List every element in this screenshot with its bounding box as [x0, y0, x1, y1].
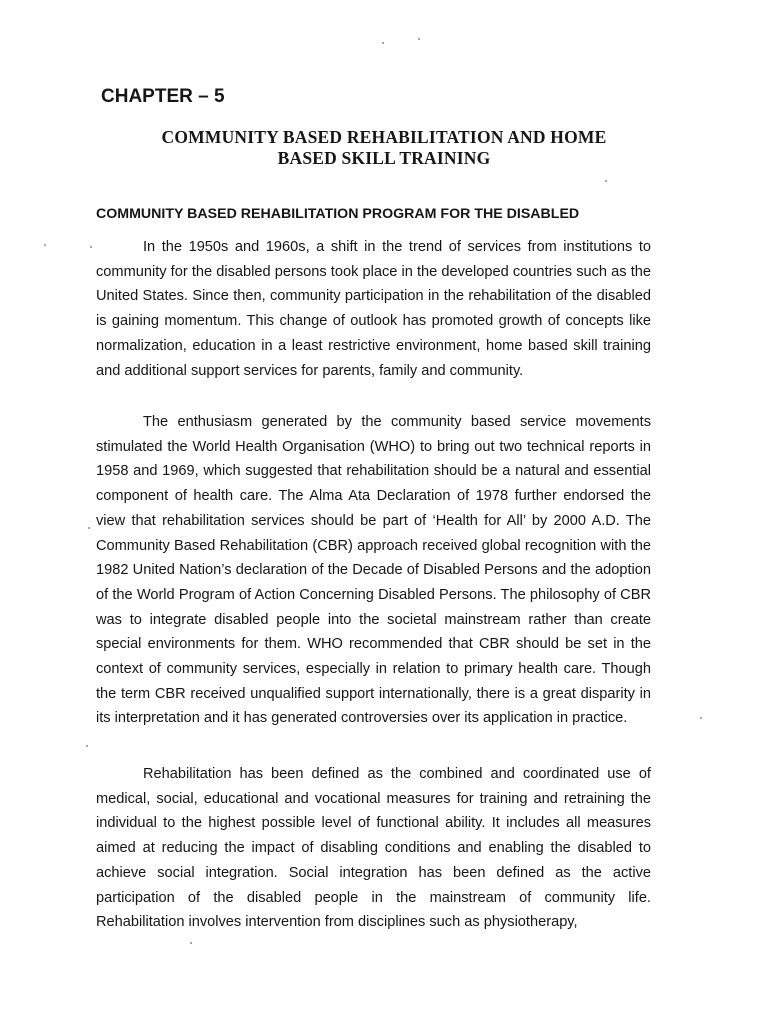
scan-speck [44, 244, 46, 246]
scan-speck [700, 717, 702, 719]
body-paragraph-1: In the 1950s and 1960s, a shift in the trend of services from institutions to community for the disabled persons took place in the developed countries such as the United States. Since then, community participation in the rehabilitation of the disabled is gaining momentum. This change of outlook has promoted growth of concepts like normalization, education in a least restrictive environment, home based skill training and additional support services for parents, family and community. [96, 239, 651, 379]
chapter-title [100, 127, 668, 169]
body-paragraph-3: Rehabilitation has been defined as the combined and coordinated use of medical, social, educational and vocational measures for training and retraining the individual to the highest possible level of functional ability. It includes all measures aimed at reducing the impact of disabling conditions and enabling the disabled to achieve social integration. Social integration has been defined as the active participation of the disabled people in the mainstream of community life. Rehabilitation involves intervention from disciplines such as physiotherapy, [96, 766, 651, 931]
chapter-title-line-2: BASED SKILL TRAINING [277, 148, 491, 168]
section-heading: COMMUNITY BASED REHABILITATION PROGRAM FOR THE DISABLED [96, 206, 580, 222]
scan-speck [382, 42, 384, 44]
scan-speck [190, 942, 192, 944]
body-paragraph-2: The enthusiasm generated by the community based service movements stimulated the World Health Organisation (WHO) to bring out two technical reports in 1958 and 1969, which suggested that rehabilitation should be a natural and essential component of health care. The Alma Ata Declaration of 1978 further endorsed the view that rehabilitation services should be part of ‘Health for All’ by 2000 A.D. The Community Based Rehabilitation (CBR) approach received global recognition with the 1982 United Nation’s declaration of the Decade of Disabled Persons and the adoption of the World Program of Action Concerning Disabled Persons. The philosophy of CBR was to integrate disabled people into the societal mainstream rather than create special environments for them. WHO recommended that CBR should be set in the context of community services, especially in relation to primary health care. Though the term CBR received unqualified support internationally, there is a great disparity in its interpretation and it has generated controversies over its application in practice. [96, 414, 651, 727]
scan-speck [418, 38, 420, 40]
scan-speck [90, 246, 92, 248]
chapter-title-line-1: COMMUNITY BASED REHABILITATION AND HOME [161, 127, 607, 147]
scan-speck [605, 180, 607, 182]
scan-speck [86, 745, 88, 747]
chapter-label: CHAPTER – 5 [101, 86, 225, 107]
scan-speck [88, 527, 90, 529]
